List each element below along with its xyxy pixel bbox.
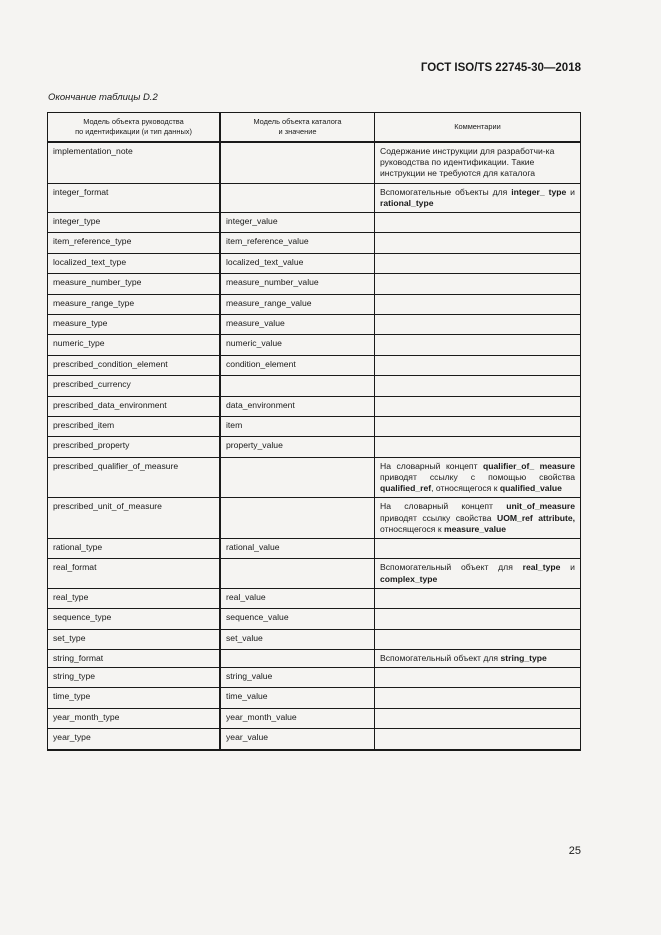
- cell-comment: [375, 668, 581, 688]
- table-row: [48, 355, 581, 375]
- cell-catalog-value: localized_text_value: [220, 253, 375, 273]
- cell-guide-type: prescribed_condition_element: [48, 355, 221, 375]
- comment-term: complex_type: [380, 573, 438, 584]
- table-row: [48, 559, 581, 588]
- cell-catalog-value: item: [220, 416, 375, 436]
- cell-comment: [375, 355, 581, 375]
- table-header-row: [48, 113, 581, 143]
- cell-guide-type: prescribed_data_environment: [48, 396, 221, 416]
- cell-catalog-value: sequence_value: [220, 609, 375, 629]
- cell-comment: [375, 437, 581, 457]
- cell-guide-type: implementation_note: [48, 142, 221, 183]
- cell-catalog-value: integer_value: [220, 213, 375, 233]
- table-row: [48, 538, 581, 558]
- cell-comment: [375, 588, 581, 608]
- header-comments-text: Комментарии: [454, 122, 501, 131]
- cell-comment: [375, 274, 581, 294]
- cell-guide-type: prescribed_item: [48, 416, 221, 436]
- comment-term: UOM_ref attribute,: [496, 512, 575, 523]
- comment-text: Вспомогательный объект для: [380, 652, 501, 663]
- cell-catalog-value: year_month_value: [220, 708, 375, 728]
- table-row: [48, 142, 581, 183]
- comment-term: measure_value: [443, 523, 507, 534]
- header-catalog-text: Модель объекта каталога и значение: [253, 117, 342, 136]
- cell-guide-type: real_type: [48, 588, 221, 608]
- table-row: [48, 294, 581, 314]
- header-comments: [375, 113, 581, 143]
- table-row: [48, 437, 581, 457]
- table-row: [48, 335, 581, 355]
- comment-term: string_type: [500, 652, 547, 663]
- table-row: [48, 314, 581, 334]
- cell-catalog-value: set_value: [220, 629, 375, 649]
- cell-catalog-value: measure_number_value: [220, 274, 375, 294]
- comment-term: integer_ type: [511, 186, 567, 197]
- table-row: [48, 609, 581, 629]
- cell-comment: [375, 376, 581, 396]
- cell-guide-type: prescribed_property: [48, 437, 221, 457]
- cell-comment: [375, 416, 581, 436]
- table-row: [48, 649, 581, 667]
- comment-text: относящегося к: [380, 523, 444, 534]
- cell-comment: [375, 233, 581, 253]
- table-row: [48, 708, 581, 728]
- cell-catalog-value: [220, 142, 375, 183]
- cell-guide-type: prescribed_qualifier_of_measure: [48, 457, 221, 498]
- cell-guide-type: real_format: [48, 559, 221, 588]
- cell-catalog-value: measure_value: [220, 314, 375, 334]
- table-row: [48, 688, 581, 708]
- cell-guide-type: localized_text_type: [48, 253, 221, 273]
- cell-guide-type: year_month_type: [48, 708, 221, 728]
- table-row: [48, 274, 581, 294]
- header-guide-model: [48, 113, 221, 143]
- table-row: [48, 629, 581, 649]
- cell-comment: [375, 335, 581, 355]
- cell-catalog-value: property_value: [220, 437, 375, 457]
- cell-guide-type: integer_type: [48, 213, 221, 233]
- cell-comment: [375, 649, 581, 667]
- cell-guide-type: rational_type: [48, 538, 221, 558]
- table-row: [48, 213, 581, 233]
- cell-guide-type: set_type: [48, 629, 221, 649]
- cell-comment: [375, 559, 581, 588]
- table-row: [48, 233, 581, 253]
- table-row: [48, 729, 581, 750]
- table-row: [48, 457, 581, 498]
- cell-guide-type: measure_range_type: [48, 294, 221, 314]
- cell-comment: [375, 729, 581, 750]
- cell-catalog-value: year_value: [220, 729, 375, 750]
- cell-guide-type: time_type: [48, 688, 221, 708]
- cell-comment: [375, 538, 581, 558]
- cell-guide-type: string_type: [48, 668, 221, 688]
- cell-catalog-value: measure_range_value: [220, 294, 375, 314]
- comment-text: , относящегося к: [431, 483, 500, 494]
- comment-term: unit_of_measure: [506, 501, 575, 512]
- comment-term: qualified_ref: [380, 483, 432, 494]
- cell-catalog-value: item_reference_value: [220, 233, 375, 253]
- comment-term: rational_type: [380, 197, 434, 208]
- cell-catalog-value: [220, 457, 375, 498]
- cell-catalog-value: rational_value: [220, 538, 375, 558]
- header-guide-text: Модель объекта руководства по идентификации (и тип данных): [75, 117, 192, 136]
- cell-catalog-value: [220, 498, 375, 539]
- cell-comment: [375, 294, 581, 314]
- cell-catalog-value: numeric_value: [220, 335, 375, 355]
- cell-comment: [375, 183, 581, 212]
- cell-guide-type: string_format: [48, 649, 221, 667]
- mapping-table: [47, 112, 581, 751]
- cell-comment: [375, 688, 581, 708]
- cell-comment: [375, 629, 581, 649]
- cell-guide-type: prescribed_unit_of_measure: [48, 498, 221, 539]
- cell-catalog-value: condition_element: [220, 355, 375, 375]
- comment-text: приводят ссылку с помощью свойства: [380, 471, 575, 482]
- table-row: [48, 253, 581, 273]
- cell-guide-type: prescribed_currency: [48, 376, 221, 396]
- table-row: [48, 396, 581, 416]
- cell-guide-type: measure_number_type: [48, 274, 221, 294]
- cell-guide-type: measure_type: [48, 314, 221, 334]
- comment-text: Вспомогательные объекты для: [380, 186, 512, 197]
- cell-guide-type: sequence_type: [48, 609, 221, 629]
- cell-comment: [375, 396, 581, 416]
- cell-catalog-value: string_value: [220, 668, 375, 688]
- comment-text: На словарный концепт: [380, 460, 484, 471]
- cell-catalog-value: [220, 559, 375, 588]
- cell-guide-type: year_type: [48, 729, 221, 750]
- table-body: [48, 142, 581, 750]
- table-caption: Окончание таблицы D.2: [48, 92, 158, 103]
- table-row: [48, 416, 581, 436]
- comment-text: и: [566, 186, 575, 197]
- cell-comment: [375, 213, 581, 233]
- cell-guide-type: numeric_type: [48, 335, 221, 355]
- table-row: [48, 183, 581, 212]
- cell-catalog-value: [220, 649, 375, 667]
- header-catalog-model: [220, 113, 375, 143]
- comment-text: Вспомогательный объект для: [380, 562, 523, 573]
- cell-guide-type: integer_format: [48, 183, 221, 212]
- comment-text: На словарный концепт: [380, 501, 507, 512]
- cell-comment: [375, 498, 581, 539]
- cell-comment: [375, 314, 581, 334]
- cell-comment: Содержание инструкции для разработчи-ка руководства по идентификации. Такие инструкции не требуются для каталога: [375, 142, 581, 183]
- cell-comment: [375, 253, 581, 273]
- cell-comment: [375, 457, 581, 498]
- cell-guide-type: item_reference_type: [48, 233, 221, 253]
- comment-term: qualifier_of_ measure: [483, 460, 575, 471]
- comment-text: и: [560, 562, 575, 573]
- cell-catalog-value: data_environment: [220, 396, 375, 416]
- cell-comment: [375, 609, 581, 629]
- comment-text: приводят ссылку свойства: [380, 512, 497, 523]
- standard-code: ГОСТ ISO/TS 22745-30—2018: [420, 62, 581, 74]
- cell-catalog-value: [220, 376, 375, 396]
- table-row: [48, 498, 581, 539]
- cell-catalog-value: real_value: [220, 588, 375, 608]
- cell-catalog-value: time_value: [220, 688, 375, 708]
- cell-comment: [375, 708, 581, 728]
- cell-catalog-value: [220, 183, 375, 212]
- comment-term: real_type: [522, 562, 561, 573]
- table-row: [48, 376, 581, 396]
- table-row: [48, 588, 581, 608]
- page-number: 25: [568, 845, 581, 857]
- comment-term: qualified_value: [499, 483, 562, 494]
- table-row: [48, 668, 581, 688]
